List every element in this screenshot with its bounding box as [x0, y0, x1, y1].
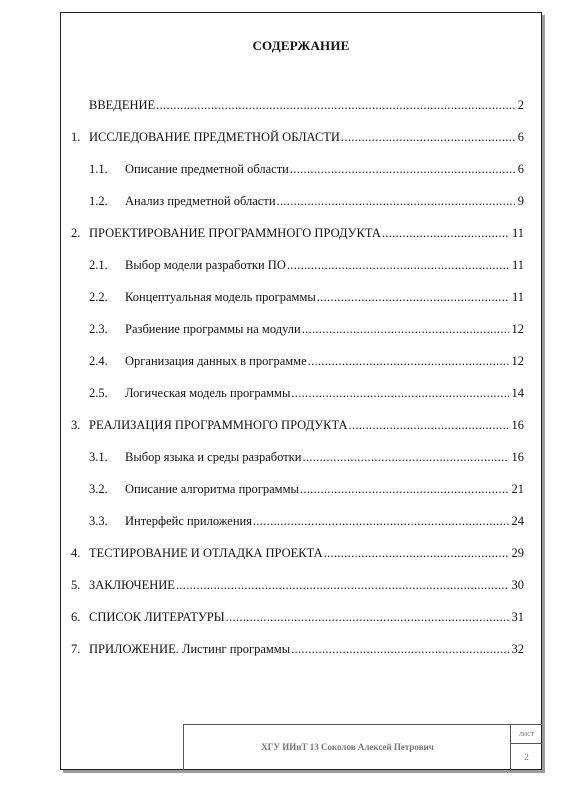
sheet-label: лист: [518, 729, 535, 738]
toc-entry[interactable]: [71, 417, 524, 433]
toc-entry[interactable]: [89, 257, 524, 273]
toc-entry[interactable]: [89, 289, 524, 305]
toc-entry[interactable]: [71, 609, 524, 625]
toc-leader-dots: [308, 353, 509, 369]
toc-entry[interactable]: [89, 481, 524, 497]
toc-entry-page: 21: [511, 482, 524, 496]
toc-entry-page: 30: [511, 578, 524, 592]
toc-leader-dots: [226, 609, 509, 625]
toc-entry-number: 4.: [71, 546, 81, 560]
sheet-number: 2: [524, 752, 529, 762]
toc-entry-page: 9: [517, 194, 524, 208]
toc-entry[interactable]: [89, 161, 524, 177]
toc-entry-text: Выбор модели разработки ПО: [125, 258, 286, 272]
toc-entry-text: РЕАЛИЗАЦИЯ ПРОГРАММНОГО ПРОДУКТА: [89, 418, 348, 432]
toc-entry-page: 11: [511, 226, 524, 240]
toc-entry-number: 5.: [71, 578, 81, 592]
toc-entry[interactable]: [71, 641, 524, 657]
toc-leader-dots: [348, 417, 508, 433]
toc-entry-number: 3.1.: [89, 450, 108, 464]
toc-entry[interactable]: [89, 97, 524, 113]
toc-entry-text: ЗАКЛЮЧЕНИЕ: [89, 578, 175, 592]
toc-entry-text: ПРОЕКТИРОВАНИЕ ПРОГРАММНОГО ПРОДУКТА: [89, 226, 381, 240]
toc-leader-dots: [253, 513, 509, 529]
toc-leader-dots: [300, 481, 509, 497]
toc-entry-page: 16: [511, 418, 524, 432]
toc-leader-dots: [290, 161, 515, 177]
toc-entry-number: 1.: [71, 130, 81, 144]
toc-leader-dots: [324, 545, 509, 561]
toc-entry[interactable]: [89, 193, 524, 209]
toc-leader-dots: [156, 97, 515, 113]
toc-entry-text: Логическая модель программы: [125, 386, 291, 400]
toc-entry-number: 3.2.: [89, 482, 108, 496]
toc-entry-page: 24: [511, 514, 524, 528]
toc-heading: СОДЕРЖАНИЕ: [252, 38, 350, 53]
toc-entry[interactable]: [89, 513, 524, 529]
toc-entry-number: 2.1.: [89, 258, 108, 272]
toc-entry-text: Разбиение программы на модули: [125, 322, 301, 336]
toc-entry-text: Анализ предметной области: [125, 194, 276, 208]
toc-entry-page: 11: [511, 258, 524, 272]
toc-entry-text: Организация данных в программе: [125, 354, 307, 368]
toc-leader-dots: [277, 193, 515, 209]
toc-entry-page: 16: [511, 450, 524, 464]
toc-leader-dots: [287, 257, 509, 273]
toc-entry-number: 2.: [71, 226, 81, 240]
toc-leader-dots: [317, 289, 509, 305]
toc-entry-number: 2.2.: [89, 290, 108, 304]
toc-leader-dots: [302, 449, 508, 465]
toc-entry-text: ТЕСТИРОВАНИЕ И ОТЛАДКА ПРОЕКТА: [89, 546, 323, 560]
toc-entry-text: Концептуальная модель программы: [125, 290, 316, 304]
sheet-cell-divider: [511, 743, 542, 744]
toc-entry-text: ПРИЛОЖЕНИЕ. Листинг программы: [89, 642, 291, 656]
toc-entry-number: 7.: [71, 642, 81, 656]
toc-entry-number: 2.4.: [89, 354, 108, 368]
toc-entry[interactable]: [89, 321, 524, 337]
toc-entry-text: Интерфейс приложения: [125, 514, 252, 528]
toc-entry[interactable]: [89, 449, 524, 465]
toc-entry-page: 12: [511, 322, 524, 336]
toc-entry-page: 32: [511, 642, 524, 656]
toc-entry-page: 14: [511, 386, 524, 400]
toc-entry-page: 31: [511, 610, 524, 624]
toc-leader-dots: [176, 577, 509, 593]
toc-entry-number: 1.2.: [89, 194, 108, 208]
toc-leader-dots: [382, 225, 509, 241]
title-block: [183, 724, 542, 770]
toc-entry-number: 3.3.: [89, 514, 108, 528]
toc-entry-page: 6: [517, 162, 524, 176]
toc-entry-page: 11: [511, 290, 524, 304]
toc-entry[interactable]: [71, 225, 524, 241]
toc-entry-text: ИССЛЕДОВАНИЕ ПРЕДМЕТНОЙ ОБЛАСТИ: [89, 130, 340, 144]
toc-entry-text: ВВЕДЕНИЕ: [89, 98, 156, 112]
sheet-cell: [510, 725, 542, 771]
toc-entry[interactable]: [89, 385, 524, 401]
toc-entry-number: 2.3.: [89, 322, 108, 336]
toc-entry-number: 2.5.: [89, 386, 108, 400]
toc-entry-page: 12: [511, 354, 524, 368]
title-block-organization: ХГУ ИИиТ 13 Соколов Алексей Петрович: [261, 742, 434, 752]
toc-leader-dots: [341, 129, 515, 145]
document-page: [60, 12, 542, 770]
toc-entry-page: 6: [517, 130, 524, 144]
toc-entry[interactable]: [71, 545, 524, 561]
toc-entry-text: СПИСОК ЛИТЕРАТУРЫ: [89, 610, 225, 624]
toc-entry-text: Выбор языка и среды разработки: [125, 450, 302, 464]
toc-leader-dots: [291, 385, 508, 401]
toc-leader-dots: [302, 321, 509, 337]
toc-entry-number: 3.: [71, 418, 81, 432]
toc-entry-page: 29: [511, 546, 524, 560]
toc-entry-number: 1.1.: [89, 162, 108, 176]
toc-entry-text: Описание предметной области: [125, 162, 289, 176]
toc-entry-page: 2: [517, 98, 524, 112]
toc-entry[interactable]: [89, 353, 524, 369]
toc-entry[interactable]: [71, 129, 524, 145]
toc-entry-number: 6.: [71, 610, 81, 624]
toc-leader-dots: [291, 641, 508, 657]
toc-entry-text: Описание алгоритма программы: [125, 482, 299, 496]
toc-entry[interactable]: [71, 577, 524, 593]
